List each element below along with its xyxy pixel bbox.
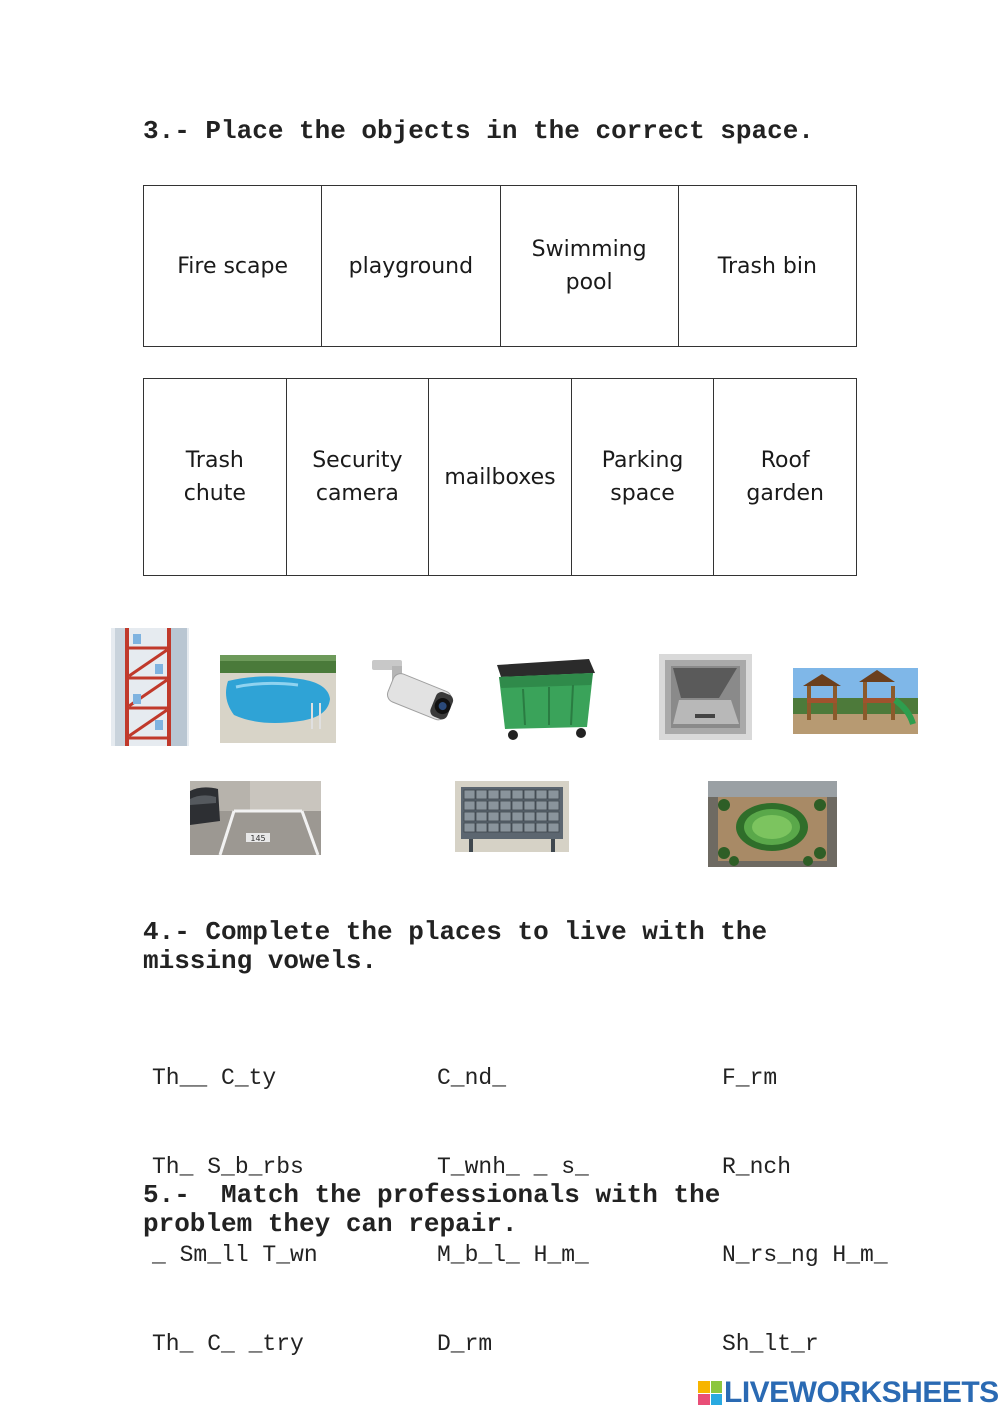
- word-box[interactable]: Trash bin: [678, 186, 856, 347]
- security-camera-image[interactable]: [370, 658, 456, 732]
- vowel-item[interactable]: Th_ S_b_rbs: [152, 1153, 304, 1180]
- playground-image[interactable]: [793, 668, 918, 734]
- logo-tile: [711, 1394, 723, 1406]
- word-box[interactable]: Parking space: [571, 379, 714, 576]
- word-box[interactable]: Roof garden: [714, 379, 857, 576]
- trash-bin-image[interactable]: [493, 655, 597, 741]
- vowel-item[interactable]: F_rm: [722, 1065, 778, 1091]
- vowel-item[interactable]: D_rm: [437, 1330, 493, 1357]
- word-box[interactable]: playground: [322, 186, 500, 347]
- liveworksheets-brand: [698, 1378, 999, 1408]
- vowel-item[interactable]: T_wnh_ _ s_: [437, 1153, 589, 1180]
- mailboxes-image[interactable]: [455, 781, 569, 852]
- logo-tile: [698, 1381, 710, 1393]
- brand-name: LIVEWORKSHEETS: [724, 1376, 999, 1409]
- vowel-item[interactable]: R_nch: [722, 1153, 792, 1180]
- vowel-item[interactable]: Th__ C_ty: [152, 1065, 277, 1091]
- vowel-item[interactable]: Th_ C_ _try: [152, 1330, 304, 1357]
- logo-tile: [711, 1381, 723, 1393]
- liveworksheets-logo-icon: [698, 1381, 722, 1405]
- roof-garden-image[interactable]: [708, 781, 837, 867]
- vowel-item[interactable]: C_nd_: [437, 1065, 507, 1091]
- section-5-heading: 5.- Match the professionals with the problem they can repair.: [143, 1180, 721, 1239]
- vowel-item[interactable]: N_rs_ng H_m_: [722, 1242, 888, 1268]
- parking-number: 145: [250, 834, 266, 843]
- section-3-heading: 3.- Place the objects in the correct space.: [143, 116, 814, 146]
- fire-escape-image[interactable]: [111, 628, 189, 746]
- word-box[interactable]: Security camera: [286, 379, 429, 576]
- word-box-row-2: [143, 378, 857, 576]
- word-box-row-1: [143, 185, 857, 347]
- vowel-item[interactable]: Sh_lt_r: [722, 1330, 819, 1357]
- word-box[interactable]: mailboxes: [429, 379, 572, 576]
- section-4-heading: 4.- Complete the places to live with the missing vowels.: [143, 917, 768, 976]
- logo-tile: [698, 1394, 710, 1406]
- word-box[interactable]: Fire scape: [144, 186, 322, 347]
- word-box[interactable]: Swimming pool: [500, 186, 678, 347]
- word-box[interactable]: Trash chute: [144, 379, 287, 576]
- vowel-column-3: [722, 1005, 888, 1389]
- vowel-item[interactable]: M_b_l_ H_m_: [437, 1242, 589, 1268]
- trash-chute-image[interactable]: [659, 654, 752, 740]
- vowel-item[interactable]: _ Sm_ll T_wn: [152, 1242, 318, 1268]
- parking-space-image[interactable]: [190, 781, 321, 855]
- swimming-pool-image[interactable]: [220, 655, 336, 743]
